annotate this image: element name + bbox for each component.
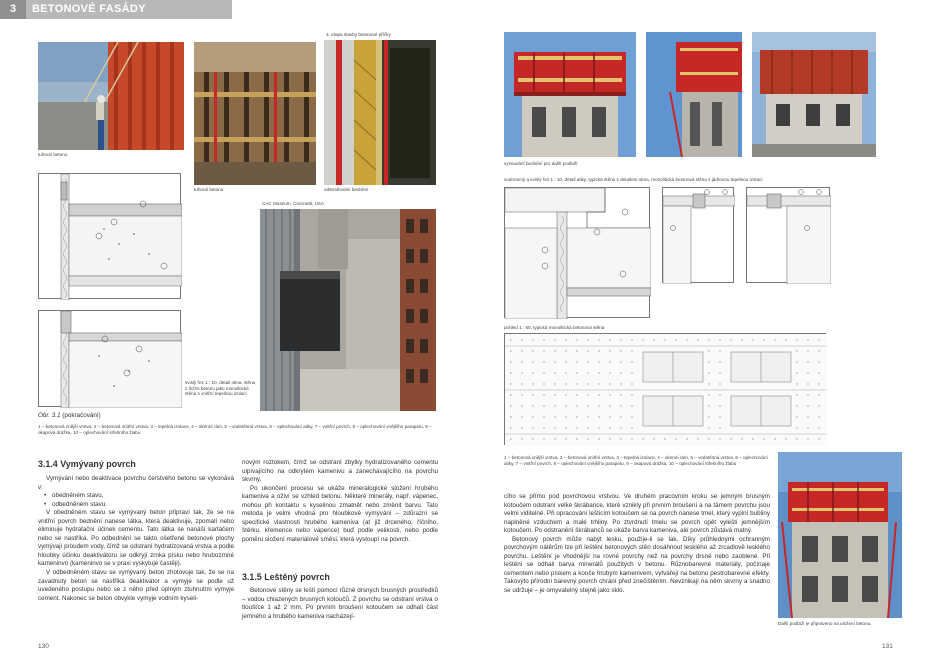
photo-formwork-removal: [324, 40, 436, 185]
paragraph: V odbedněném stavu se vymývaný beton zhotovuje tak, že se na zavadnutý beton se nastříká deaktivátor a vymyje se podle už uvedeného postupu nebo se z něho před úplným ztuhnutím vymyje cement. Nakonec se beton obvykle vymyje vodním kyseli-: [38, 569, 234, 602]
drawing-window-plan: [662, 187, 734, 283]
caption-elevation: pohled 1 : 50, typická monolitická betonová stěna: [504, 325, 605, 330]
photo-cac-museum: [260, 209, 436, 411]
caption-photo-1: tuhnutí betonu: [38, 152, 68, 157]
drawing-window-plan-2: [746, 187, 830, 283]
page-number-right: 131: [882, 643, 893, 650]
paragraph: novým roztokem, čímž se odstraní zbytky hydratizovaného cementu ulpívajícího na odkrytém kamenivu a zanechávajícího na povrchu skvrny.: [242, 459, 438, 484]
caption-museum: CAC Museum, Cincinatti, USA: [262, 201, 325, 206]
photo-climbing-formwork-3: [752, 32, 876, 157]
figure-continued: (pokračování): [62, 412, 101, 419]
paragraph: cího se přímo pod povrchovou vrstvou. Ve druhém pracovním kroku se jemným brusným kotoučem odstraní velké škrábance, které vznikly při prvním broušení a na támem povrchu jsou velmi viditelné. Při opracování lešticím kotoučem se na povrch nanese tmel, který vyplní bubliny naplněné vzduchem a malé trhliny. Po ztvrdnutí tmelu se povrch opět vyleští jemnějším kotoučem. Po odstranění škrábanců se ukáže barva kameniva, ale povrch zůstává matný.: [504, 493, 770, 535]
list-item: • odbedněném stavu.: [38, 501, 234, 510]
caption-photo-3-top: 3. etapa stavby betonové příčky: [326, 32, 391, 37]
caption-top-photos: vysouvání bednění pro další podlaží: [504, 161, 578, 166]
photo-next-floor-ready: [778, 452, 902, 618]
left-column-2-continued: [242, 587, 438, 621]
bullet-list: [38, 492, 234, 509]
paragraph: V obedněném stavu se vymývaný beton připraví tak, že se na vnitřní povrch bednění nanese látka, která deaktivuje, zpomalí nebo eliminuje hydratační účinek cementu. Tato látka se nanáší kartáčem nebo se nastříká. Po odbednění se takto ošetřené betonové plochy vymývají proudem vody, čímž se odstraní hydratizovaná vrstva a podle hloubky účinku deaktivátoru se odkryjí zrnka písku nebo hrubozrnné kameninvo (kameninvo se v praxi vyskytuje častěji).: [38, 509, 234, 568]
caption-section-detail: vodorovný a svislý řez 1 : 10, detail atiky, typická stěna s detailem okna, monolitická betonová stěna s jádrovou tepelnou izolací: [504, 177, 763, 182]
caption-photo-3: odstraňování bednění: [324, 187, 369, 192]
paragraph: Vymývání nebo deaktivace povrchu čerstvého betonu se vykonává v:: [38, 475, 234, 491]
chapter-number: 3: [0, 0, 26, 19]
drawing-window-section-bottom: [38, 310, 181, 407]
photo-climbing-formwork-1: [504, 32, 636, 157]
right-column: [504, 493, 770, 596]
drawing-parapet-section: [504, 187, 650, 318]
photo-climbing-formwork-2: [646, 32, 742, 157]
paragraph: Betonový povrch může nabýt lesku, použije-li se lak. Díky průhlednými ochranným povrchovým nátěrům lze při leštění betonových stěn dosáhnout lesklého až zrcadlově lesklého povrchu. Leštění je vhodnější na rovné povrchy než na povrchy drsné nebo zaoblené. Při leštění se odhalí barva minerálů použitých v betonu. Různobarevné materiály, počínaje cementem nebo pískem a konče hrubým kamenivem, vytvářejí na betonu pestrobarevné efekty. Takovýto přírodní barevný povrch chrání před znečištěním. Nevznikají na něm skvrny a snadno se udržuje – je omyvatelný stejně jako sklo.: [504, 535, 770, 595]
caption-legend-right: 1 – betonová vnější vrstva, 2 – betonová vnitřní vrstva, 3 – tepelná izolace, 4 – okenní rám, 5 – vodotěsná vrstva, 6 – oplechování atiky, 7 – vnitřní povrch, 8 – oplechování vnějšího parapetu, 9 – okapová drážka, 10 – oplechování střešního žlabu: [504, 455, 768, 466]
caption-photo-2: tuhnutí betonu: [194, 187, 224, 192]
caption-detail: svislý řez 1 : 10, detail okna, stěna z lícího betonu jako monolitické stěna s vnitřní tepelnou izolací: [185, 380, 256, 397]
figure-legend: 1 – betonová vnější vrstva, 2 – betonová vnitřní vrstva, 3 – tepelná izolace, 4 – okenní rám, 5 – vodotěsná vrstva, 6 – oplechování atiky, 7 – vnitřní povrch, 8 – oplechování vnějšího parapetu, 9 – okapová drážka, 10 – oplechování střešního žlabu: [38, 424, 432, 435]
list-item: • obedněném stavu,: [38, 492, 234, 501]
figure-label: Obr. 3.1: [38, 412, 61, 419]
left-column-2: [242, 459, 438, 544]
section-title-3-1-5: 3.1.5 Leštěný povrch: [242, 572, 330, 582]
chapter-title: BETONOVÉ FASÁDY: [32, 3, 146, 15]
paragraph: Po ukončení procesu se ukáže mineralogické složení hrubého kameniva a oživí se vzhled betonu. Některé minerály, např. vápenec, mohou při kontaktu s kyselinou zmatnět nebo změnit barvu. Tato metoda je velmi vhodná pro hloubkové vymývání – zdůrazní se specifické vlastnosti hrubého kameniva (at již drceného, říčního, štěrku, křemence nebo vápence) buď podle velikosti, nebo podle poměru složení materiálové směsi, která vystoupí na povrch.: [242, 484, 438, 543]
drawing-window-section-top: [38, 173, 181, 299]
page-number-left: 130: [38, 643, 49, 650]
drawing-elevation: [504, 333, 826, 445]
paragraph: Betonové stěny se leští pomocí různě drsných brusných prostředků – vodou chlazených brusných kotoučů. Z povrchu se odstraní vrstva o tloušťce 1 až 2 mm. Po prvním broušení kotoučem se odhalí část jemného a hrubého kameniva nacházejí-: [242, 587, 438, 620]
figure-label-line: [38, 412, 101, 419]
caption-tall-photo: Další podlaží je připraveno na uložení betonu.: [778, 621, 872, 626]
section-title-3-1-4: 3.1.4 Vymývaný povrch: [38, 459, 136, 469]
left-column-1: [38, 475, 234, 603]
photo-formwork-concreting-1: [38, 42, 184, 150]
photo-formwork-concreting-2: [194, 42, 316, 185]
